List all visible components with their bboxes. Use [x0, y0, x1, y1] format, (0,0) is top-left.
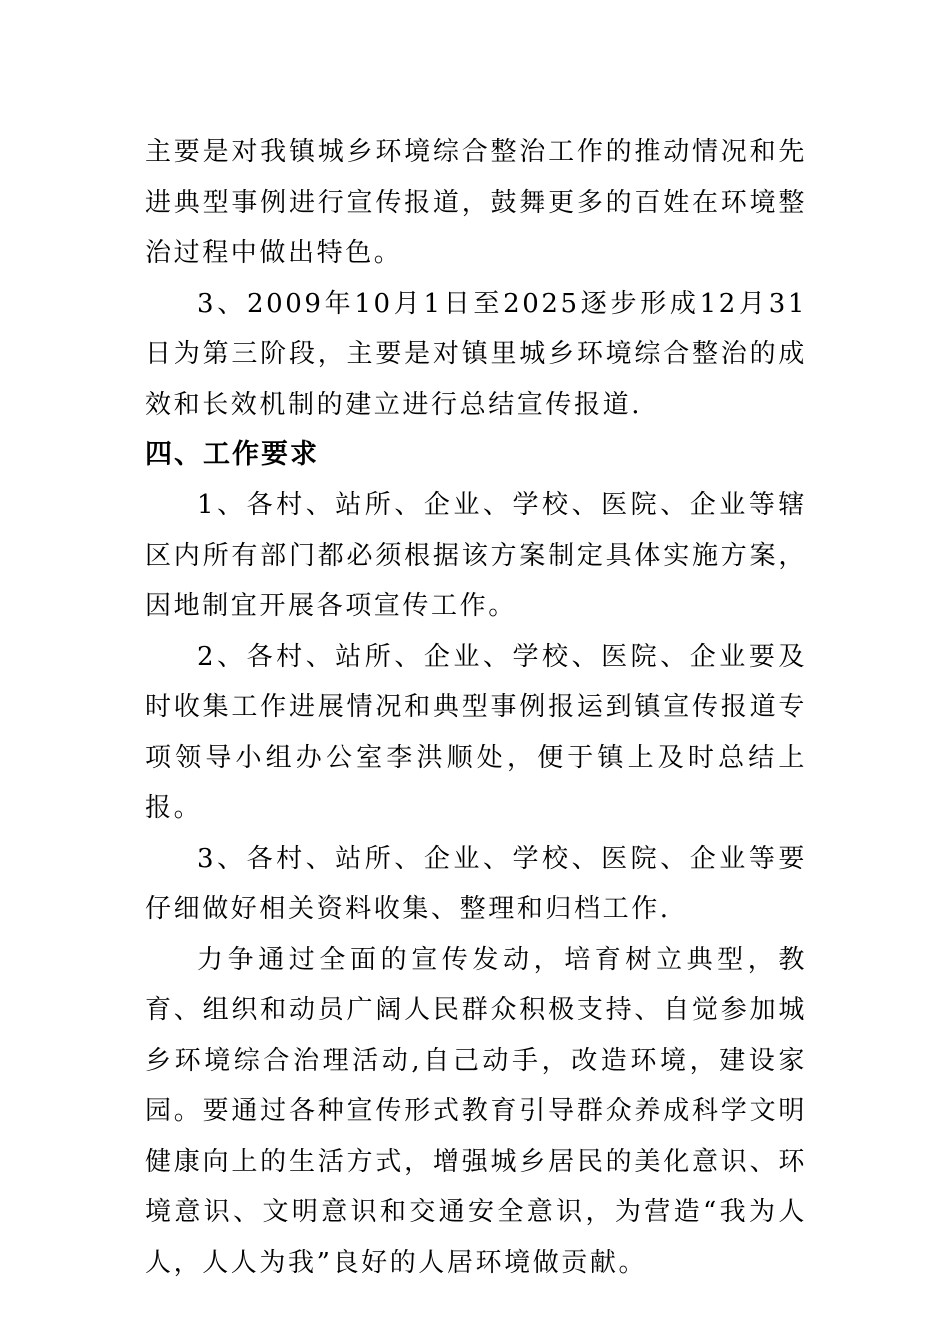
document-body [145, 127, 807, 1288]
paragraph-closing: 力争通过全面的宣传发动，培育树立典型，教育、组织和动员广阔人民群众积极支持、自觉参加城乡环境综合治理活动,自己动手，改造环境，建设家园。要通过各种宣传形式教育引导群众养成科学文明健康向上的生活方式，增强城乡居民的美化意识、环境意识、文明意识和交通安全意识，为营造“我为人人，人人为我”良好的人居环境做贡献。 [145, 944, 807, 1278]
paragraph-requirement-2: 2、各村、站所、企业、学校、医院、企业要及时收集工作进展情况和典型事例报运到镇宣传报道专项领导小组办公室李洪顺处，便于镇上及时总结上报。 [145, 641, 807, 823]
paragraph-requirement-3: 3、各村、站所、企业、学校、医院、企业等要仔细做好相关资料收集、整理和归档工作. [145, 843, 807, 924]
paragraph-stage-two-continuation: 主要是对我镇城乡环境综合整治工作的推动情况和先进典型事例进行宣传报道，鼓舞更多的百姓在环境整治过程中做出特色。 [145, 137, 807, 268]
paragraph-requirement-1: 1、各村、站所、企业、学校、医院、企业等辖区内所有部门都必须根据该方案制定具体实施方案，因地制宜开展各项宣传工作。 [145, 490, 807, 621]
section-heading-work-requirements: 四、工作要求 [145, 439, 319, 470]
paragraph-stage-three: 3、2009年10月1日至2025逐步形成12月31日为第三阶段，主要是对镇里城乡环境综合整治的成效和长效机制的建立进行总结宣传报道. [145, 288, 807, 420]
